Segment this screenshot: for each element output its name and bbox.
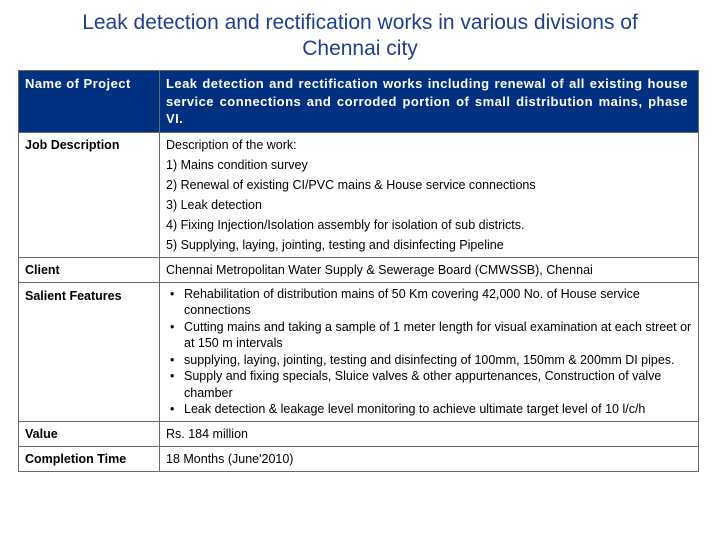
salient-features-row: [19, 282, 699, 421]
job-description-row: [19, 132, 699, 257]
list-item: • Cutting mains and taking a sample of 1 meter length for visual examination at each street or at 150 m intervals: [184, 319, 692, 352]
page-title-line-1: Leak detection and rectification works in various divisions of: [82, 11, 638, 34]
value-label: Value: [19, 421, 160, 446]
value-amount: Rs. 184 million: [160, 421, 699, 446]
list-item: • Rehabilitation of distribution mains of 50 Km covering 42,000 No. of House service connections: [184, 286, 692, 319]
salient-features-label: Salient Features: [19, 282, 160, 421]
job-description-line: 4) Fixing Injection/Isolation assembly for isolation of sub districts.: [166, 217, 525, 232]
project-name-label: Name of Project: [19, 71, 160, 133]
completion-time-value: 18 Months (June'2010): [160, 446, 699, 471]
job-description-value: [160, 132, 699, 257]
page-title-line-2: Chennai city: [302, 37, 418, 60]
job-description-line: 5) Supplying, laying, jointing, testing and disinfecting Pipeline: [166, 237, 504, 252]
value-row: [19, 421, 699, 446]
job-description-line: Description of the work:: [166, 137, 297, 152]
list-item: • Leak detection & leakage level monitoring to achieve ultimate target level of 10 l/c/h: [184, 401, 692, 418]
job-description-label: Job Description: [19, 132, 160, 257]
completion-time-row: [19, 446, 699, 471]
client-label: Client: [19, 257, 160, 282]
list-item: • Supply and fixing specials, Sluice valves & other appurtenances, Construction of valve chamber: [184, 368, 692, 401]
list-item: • supplying, laying, jointing, testing and disinfecting of 100mm, 150mm & 200mm DI pipes.: [184, 352, 692, 369]
job-description-line: 3) Leak detection: [166, 197, 262, 212]
client-row: [19, 257, 699, 282]
job-description-line: 2) Renewal of existing CI/PVC mains & House service connections: [166, 177, 536, 192]
job-description-line: 1) Mains condition survey: [166, 157, 308, 172]
salient-features-list: [166, 286, 692, 418]
client-value: Chennai Metropolitan Water Supply & Sewerage Board (CMWSSB), Chennai: [160, 257, 699, 282]
project-table: [18, 70, 699, 472]
project-name-row: [19, 71, 699, 133]
project-name-value: Leak detection and rectification works including renewal of all existing house service connections and corroded portion of small distribution mains, phase VI.: [160, 71, 699, 133]
page-title: [0, 10, 720, 62]
completion-time-label: Completion Time: [19, 446, 160, 471]
salient-features-value: [160, 282, 699, 421]
